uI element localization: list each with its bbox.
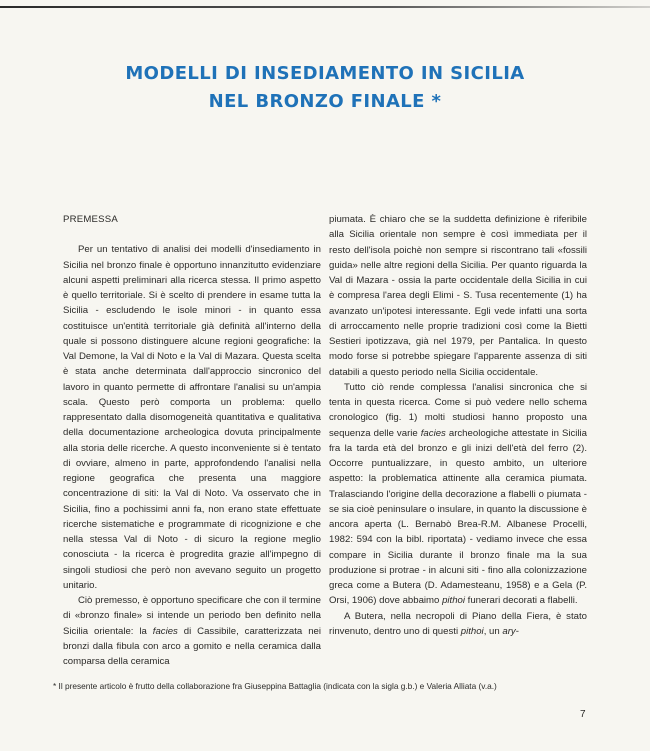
paragraph xyxy=(63,593,321,669)
top-rule xyxy=(0,6,650,8)
paragraph xyxy=(329,380,587,609)
italic-term: facies xyxy=(420,427,446,439)
text-run: archeologiche attestate in Sicilia fra la tarda età del bronzo e gli inizi dell'età del ferro (2). Occorre puntualizzare, in questo ambito, un ulteriore aspetto: la problematica attinente alla ceramica piumata. Tralasciando l'origine della decorazione a flabelli o piumata - se sia cioè peninsulare o insulare, in quanto la discussione è ancora aperta (L. Bernabò Brea-R.M. Albanese Procelli, 1982: 594 con la bibl. riportata) - vediamo invece che essa compare in Sicilia durante il bronzo finale ma la sua produzione si protrae - in alcuni siti - fino alla colonizzazione greca come a Butera (D. Adamesteanu, 1958) e a Gela (P. Orsi, 1906) dove abbaimo xyxy=(329,427,587,607)
italic-term: facies xyxy=(152,625,178,637)
page-number: 7 xyxy=(580,709,586,720)
paragraph: piumata. È chiaro che se la suddetta definizione è riferibile alla Sicilia orientale non sempre è così immediata per il resto dell'isola poichè non sempre si riscontrano tali «fossili guida» nelle altre regioni della Sicilia. Per quanto riguarda la Val di Mazara - ossia la parte occidentale della Sicilia in cui è compresa l'area degli Elimi - S. Tusa recentemente (1) ha avanzato un'ipotesi interessante. Egli vede infatti una sorta di arroccamento nelle proprie tradizioni così come la Bietti Sestieri ipotizzava, già nel 1979, per Pantalica. In questo modo forse si potrebbe spiegare l'apparente assenza di siti databili a questo periodo nella Sicilia occidentale. xyxy=(329,214,587,378)
title-line-1: MODELLI DI INSEDIAMENTO IN SICILIA xyxy=(125,63,525,84)
section-heading: PREMESSA xyxy=(63,214,118,225)
italic-term: ary- xyxy=(502,625,519,637)
right-column xyxy=(329,212,587,639)
text-run: , un xyxy=(483,625,503,637)
title-line-2: NEL BRONZO FINALE * xyxy=(208,91,442,112)
italic-term: pithoi xyxy=(460,625,484,637)
text-run: Tutto ciò rende complessa l'analisi sincronica che si tenta in questa ricerca. Come si può vedere nello schema cronologico (fig. 1) molti studiosi hanno proposto una sequenza delle varie xyxy=(329,381,587,439)
text-run: di Cassibile, caratterizzata nei bronzi dalla fibula con arco a gomito e nella ceramica dalla comparsa della ceramica xyxy=(63,625,321,667)
article-title xyxy=(40,60,610,116)
italic-term: pithoi xyxy=(442,595,465,607)
paragraph: Per un tentativo di analisi dei modelli d'insediamento in Sicilia nel bronzo finale è opportuno innanzitutto evidenziare alcuni aspetti preliminari alla ricerca stessa. Il primo aspetto è quello territoriale. Si è scelto di prendere in esame tutta la Sicilia - escludendo le isole minori - in quanto essa costituisce un'entità territoriale già definità all'interno della quale si possono distinguere alcune regioni geografiche: la Val Demone, la Val di Noto e la Val di Mazara. Questa scelta è stata anche determinata dall'approccio sincronico del lavoro in quanto permette di affrontare l'analisi su un'ampia scala. Questo però comporta un problema: quello rappresentato dalla disomogeneità quantitativa e qualitativa della documentazione archeologica dovuta principalmente alla storia delle ricerche. A questo inconveniente si è tentato di ovviare, almeno in parte, approfondendo l'analisi nella regione geografica che presenta una maggiore concentrazione di siti: la Val di Noto. Va osservato che in Sicilia, fino a pochissimi anni fa, non erano state effettuate ricerche sistematiche e programmate di ricognizione e che nella stessa Val di Noto - di sicuro la regione meglio conosciuta - la ricerca è progredita grazie all'impegno di singoli studiosi che però non avevano seguito un progetto unitario. xyxy=(63,244,321,591)
text-run: funerari decorati a flabelli. xyxy=(465,595,578,607)
text-run: Ciò premesso, è opportuno specificare che con il termine di «bronzo finale» si intende un periodo ben definito nella Sicilia orientale: la xyxy=(63,595,321,637)
paragraph xyxy=(329,609,587,640)
text-run: A Butera, nella necropoli di Piano della Fiera, è stato rinvenuto, dentro uno di questi xyxy=(329,610,587,637)
footnote: * Il presente articolo è frutto della collaborazione fra Giuseppina Battaglia (indicata con la sigla g.b.) e Valeria Alliata (v.a.) xyxy=(53,681,497,691)
left-column xyxy=(63,212,321,669)
